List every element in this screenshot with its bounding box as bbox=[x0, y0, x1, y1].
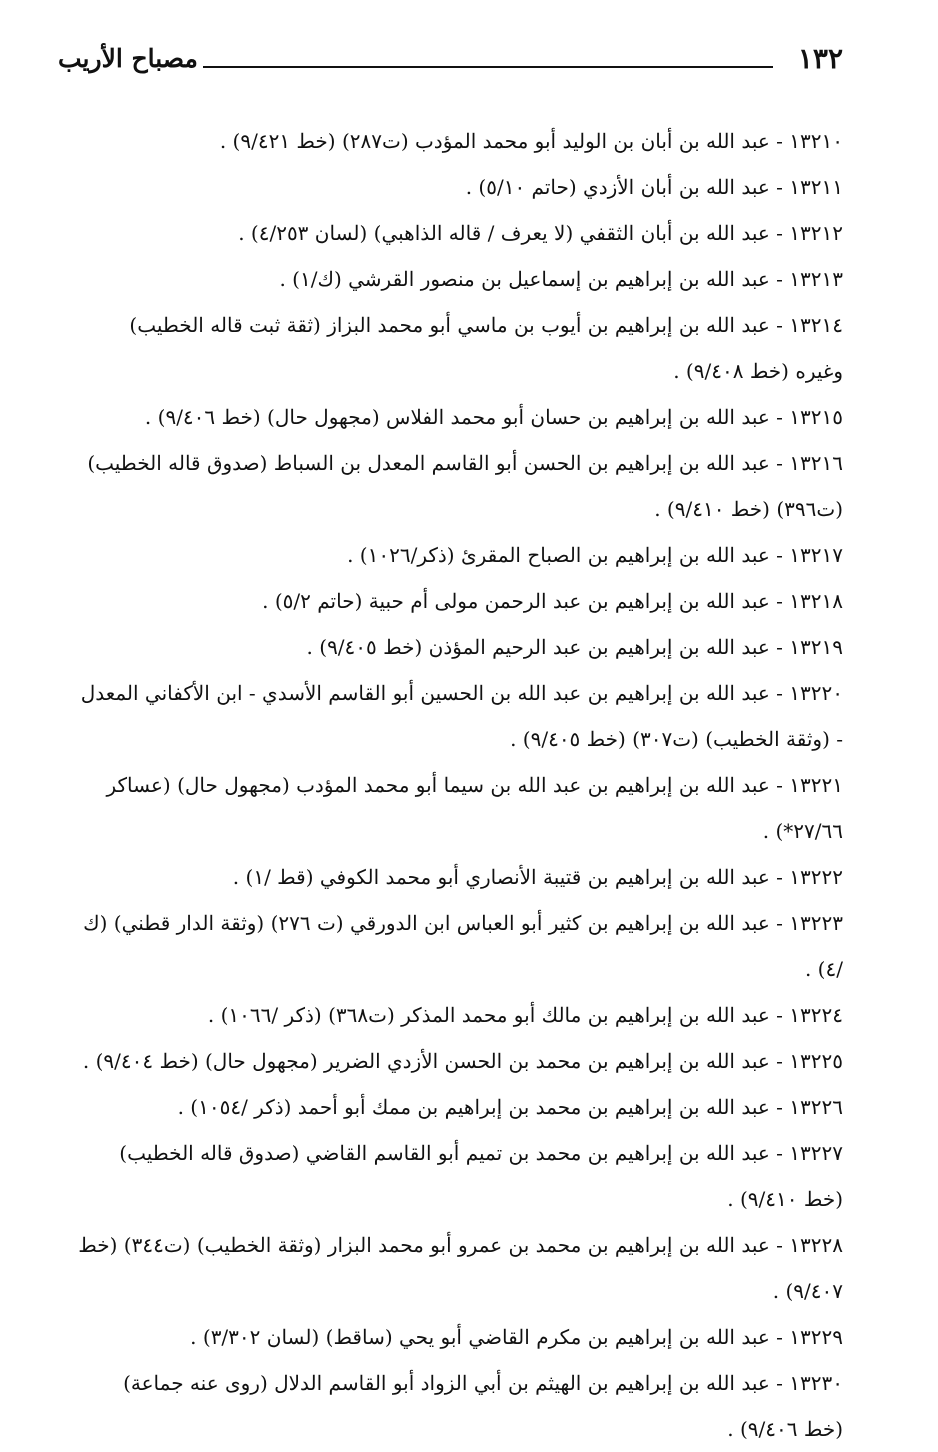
entry-13228: ١٣٢٢٨ - عبد الله بن إبراهيم بن محمد بن عمرو أبو محمد البزار (وثقة الخطيب) (ت٣٤٤) (خط ٩/٤٠٧) . bbox=[78, 1233, 843, 1303]
entry-13230: ١٣٢٣٠ - عبد الله بن إبراهيم بن الهيثم بن أبي الزواد أبو القاسم الدلال (روى عنه جماعة) (خط ٩/٤٠٦) . bbox=[123, 1371, 843, 1441]
entry-13224: ١٣٢٢٤ - عبد الله بن إبراهيم بن مالك أبو محمد المذكر (ت٣٦٨) (ذكر /١٠٦٦) . bbox=[207, 1003, 843, 1027]
entry-13221: ١٣٢٢١ - عبد الله بن إبراهيم بن عبد الله بن سيما أبو محمد المؤدب (مجهول حال) (عساكر ٢٧/٦٦*) . bbox=[106, 773, 843, 843]
entry-list bbox=[78, 118, 843, 1452]
header-rule bbox=[203, 66, 773, 68]
book-title: مصباح الأريب bbox=[58, 44, 198, 73]
entry-13219: ١٣٢١٩ - عبد الله بن إبراهيم بن عبد الرحيم المؤذن (خط ٩/٤٠٥) . bbox=[306, 635, 843, 659]
page-header bbox=[58, 42, 843, 82]
entry-13210: ١٣٢١٠ - عبد الله بن أبان بن الوليد أبو محمد المؤدب (ت٢٨٧) (خط ٩/٤٢١) . bbox=[219, 129, 843, 153]
entry-13226: ١٣٢٢٦ - عبد الله بن إبراهيم بن محمد بن إبراهيم بن ممك أبو أحمد (ذكر /١٠٥٤) . bbox=[177, 1095, 843, 1119]
entry-13227: ١٣٢٢٧ - عبد الله بن إبراهيم بن محمد بن تميم أبو القاسم القاضي (صدوق قاله الخطيب) (خط ٩/٤١٠) . bbox=[119, 1141, 843, 1211]
entry-13214: ١٣٢١٤ - عبد الله بن إبراهيم بن أيوب بن ماسي أبو محمد البزاز (ثقة ثبت قاله الخطيب) وغيره (خط ٩/٤٠٨) . bbox=[129, 313, 843, 383]
entry-13218: ١٣٢١٨ - عبد الله بن إبراهيم بن عبد الرحمن مولى أم حبية (حاتم ٥/٢) . bbox=[262, 589, 843, 613]
page-number: ١٣٢ bbox=[797, 42, 843, 75]
entry-13216: ١٣٢١٦ - عبد الله بن إبراهيم بن الحسن أبو القاسم المعدل بن السباط (صدوق قاله الخطيب) (ت٣٩٦) (خط ٩/٤١٠) . bbox=[87, 451, 843, 521]
entry-13217: ١٣٢١٧ - عبد الله بن إبراهيم بن الصباح المقرئ (ذكر/١٠٢٦) . bbox=[347, 543, 843, 567]
entry-13220: ١٣٢٢٠ - عبد الله بن إبراهيم بن عبد الله بن الحسين أبو القاسم الأسدي - ابن الأكفاني المعدل - (وثقة الخطيب) (ت٣٠٧) (خط ٩/٤٠٥) . bbox=[80, 681, 843, 751]
entry-13212: ١٣٢١٢ - عبد الله بن أبان الثقفي (لا يعرف / قاله الذاهبي) (لسان ٤/٢٥٣) . bbox=[238, 221, 843, 245]
entry-13225: ١٣٢٢٥ - عبد الله بن إبراهيم بن محمد بن الحسن الأزدي الضرير (مجهول حال) (خط ٩/٤٠٤) . bbox=[82, 1049, 843, 1073]
entry-13215: ١٣٢١٥ - عبد الله بن إبراهيم بن حسان أبو محمد الفلاس (مجهول حال) (خط ٩/٤٠٦) . bbox=[144, 405, 843, 429]
entry-13211: ١٣٢١١ - عبد الله بن أبان الأزدي (حاتم ٥/١٠) . bbox=[465, 175, 843, 199]
entry-13223: ١٣٢٢٣ - عبد الله بن إبراهيم بن كثير أبو العباس ابن الدورقي (ت ٢٧٦) (وثقة الدار قطني) (ك /٤) . bbox=[83, 911, 843, 981]
entry-13222: ١٣٢٢٢ - عبد الله بن إبراهيم بن قتيبة الأنصاري أبو محمد الكوفي (قط /١) . bbox=[232, 865, 843, 889]
entry-13229: ١٣٢٢٩ - عبد الله بن إبراهيم بن مكرم القاضي أبو يحي (ساقط) (لسان ٣/٣٠٢) . bbox=[190, 1325, 843, 1349]
entry-13213: ١٣٢١٣ - عبد الله بن إبراهيم بن إسماعيل بن منصور القرشي (ك/١) . bbox=[279, 267, 843, 291]
